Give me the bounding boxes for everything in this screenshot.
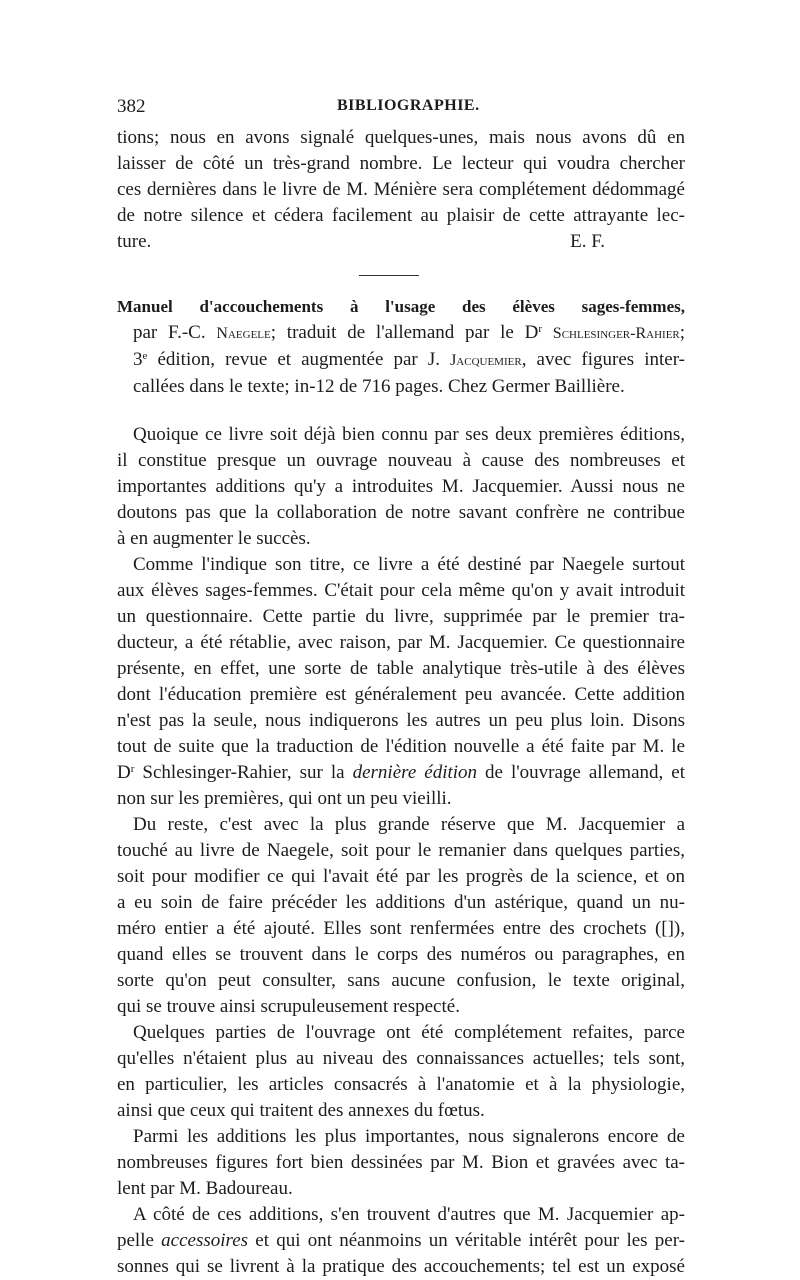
book-author-line: par F.-C. Naegele; traduit de l'allemand par le $D^r$ Schlesinger-Rahier; [133, 322, 686, 343]
review-signature-line [117, 229, 685, 255]
text-line: Quoique ce livre soit déjà bien connu par ses deux premières éditions, [133, 424, 685, 445]
text-line: soit pour modifier ce qui l'avait été par les progrès de la science, et on [117, 866, 685, 887]
text-line: ainsi que ceux qui traitent des annexes du fœtus. [117, 1100, 485, 1121]
text-line: A côté de ces additions, s'en trouvent d'autres que M. Jacquemier ap- [133, 1204, 685, 1225]
text-line: a eu soin de faire précéder les additions d'un astérique, quand un nu- [117, 892, 685, 913]
book-edition-line: 3e édition, revue et augmentée par J. Jacquemier, avec figures inter- [133, 349, 685, 370]
text-line: sonnes qui se livrent à la pratique des accouchements; tel est un exposé [117, 1256, 685, 1277]
text-line: de notre silence et cédera facilement au plaisir de cette attrayante lec- [117, 205, 685, 226]
reviser-name: Jacquemier [450, 352, 522, 369]
book-title: Manuel d'accouchements à l'usage des élèves sages-femmes, [117, 297, 685, 316]
text-line: dont l'éducation première est généralement peu avancée. Cette addition [117, 684, 685, 705]
text-line: sorte qu'on peut consulter, sans aucune confusion, le texte original, [117, 970, 685, 991]
text-line: $D^r$ Schlesinger-Rahier, sur la dernière édition de l'ouvrage allemand, et [117, 762, 685, 783]
translator-name: Schlesinger-Rahier [552, 325, 680, 342]
text-line: touché au livre de Naegele, soit pour le remanier dans quelques parties, [117, 840, 685, 861]
emphasis-text: dernière édition [352, 762, 478, 783]
text-line: Parmi les additions les plus importantes, nous signalerons encore de [133, 1126, 685, 1147]
reviewer-initials: E. F. [570, 231, 605, 252]
text-line: en particulier, les articles consacrés à l'anatomie et à la physiologie, [117, 1074, 685, 1095]
running-head: BIBLIOGRAPHIE. [337, 97, 480, 114]
author-name: Naegele [216, 325, 271, 342]
text-line: Quelques parties de l'ouvrage ont été complétement refaites, parce [133, 1022, 685, 1043]
text-line: qui se trouve ainsi scrupuleusement respecté. [117, 996, 460, 1017]
text-line: laisser de côté un très-grand nombre. Le lecteur qui voudra chercher [117, 153, 685, 174]
emphasis-text: accessoires [161, 1230, 249, 1251]
text-line: méro entier a été ajouté. Elles sont renfermées entre des crochets ([]), [117, 918, 685, 939]
text-line: ces dernières dans le livre de M. Ménière sera complétement dédommagé [117, 179, 685, 200]
book-details: callées dans le texte; in-12 de 716 pages. Chez Germer Baillière. [133, 376, 625, 397]
page-number: 382 [117, 96, 146, 117]
text-line: n'est pas la seule, nous indiquerons les autres un peu plus loin. Disons [117, 710, 685, 731]
text-line: quand elles se trouvent dans le corps des numéros ou paragraphes, en [117, 944, 685, 965]
text-line: doutons pas que la collaboration de notre savant confrère ne contribue [117, 502, 685, 523]
text-line: ducteur, a été rétablie, avec raison, par M. Jacquemier. Ce questionnaire [117, 632, 685, 653]
text-line: non sur les premières, qui ont un peu vieilli. [117, 788, 452, 809]
text-line: tions; nous en avons signalé quelques-unes, mais nous avons dû en [117, 127, 685, 148]
text-line: tout de suite que la traduction de l'édition nouvelle a été faite par M. le [117, 736, 685, 757]
page-header [117, 96, 685, 120]
text-line: importantes additions qu'y a introduites M. Jacquemier. Aussi nous ne [117, 476, 685, 497]
text-line: à en augmenter le succès. [117, 528, 311, 549]
page-text [117, 125, 685, 1280]
text-line: aux élèves sages-femmes. C'était pour cela même qu'on y avait introduit [117, 580, 685, 601]
text-line: un questionnaire. Cette partie du livre, supprimée par le premier tra- [117, 606, 685, 627]
text-line: Comme l'indique son titre, ce livre a été destiné par Naegele surtout [133, 554, 685, 575]
text-line: pelle accessoires et qui ont néanmoins un véritable intérêt pour les per- [117, 1230, 685, 1251]
text-line: Du reste, c'est avec la plus grande réserve que M. Jacquemier a [133, 814, 685, 835]
text-line: lent par M. Badoureau. [117, 1178, 293, 1199]
text-line: il constitue presque un ouvrage nouveau à cause des nombreuses et [117, 450, 685, 471]
text-line: ture. [117, 231, 152, 252]
text-line: présente, en effet, une sorte de table analytique très-utile à des élèves [117, 658, 685, 679]
section-divider [359, 275, 419, 276]
text-line: nombreuses figures fort bien dessinées par M. Bion et gravées avec ta- [117, 1152, 685, 1173]
text-line: qu'elles n'étaient plus au niveau des connaissances actuelles; tels sont, [117, 1048, 685, 1069]
